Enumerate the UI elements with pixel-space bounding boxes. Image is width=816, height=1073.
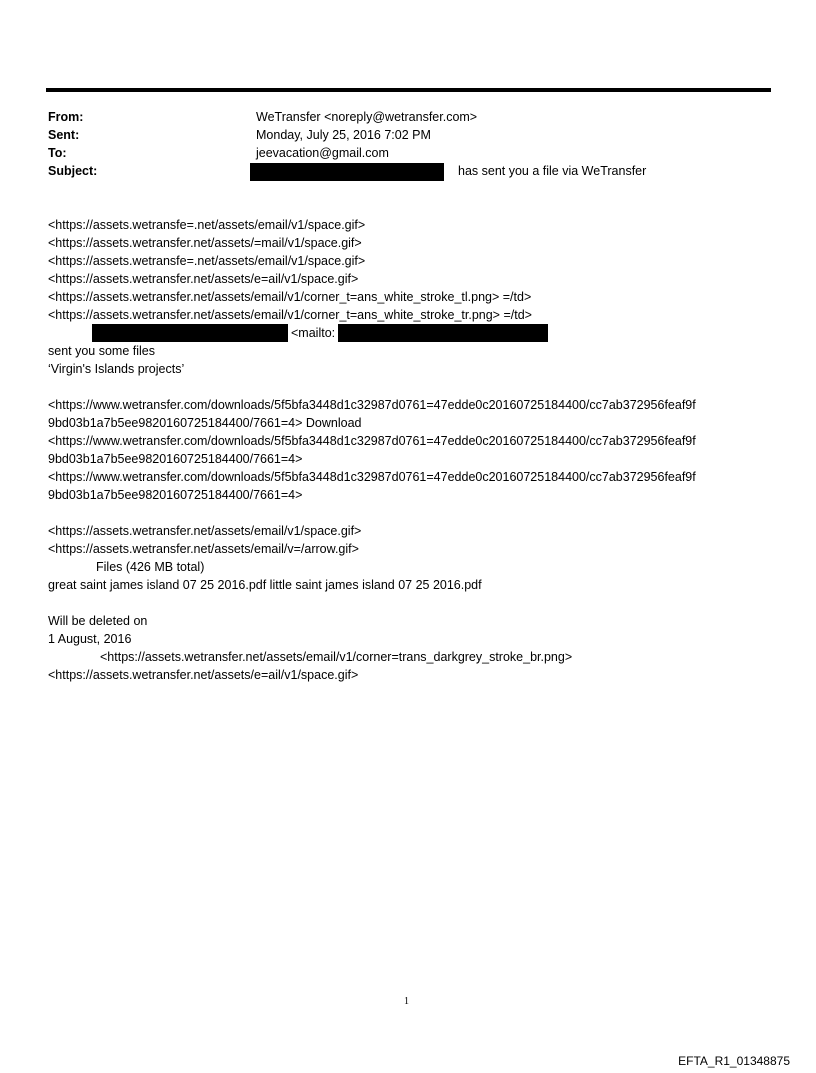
body-line-1: <https://assets.wetransfe=.net/assets/email/v1/space.gif> — [48, 218, 366, 232]
deletion-date: 1 August, 2016 — [48, 632, 132, 646]
body-line-22: <https://assets.wetransfer.net/assets/email/v1/corner=trans_darkgrey_stroke_br.png> — [100, 650, 573, 664]
file-names: great saint james island 07 25 2016.pdf little saint james island 07 25 2016.pdf — [48, 578, 482, 592]
project-title: ‘Virgin's Islands projects’ — [48, 362, 185, 376]
from-value: WeTransfer <noreply@wetransfer.com> — [256, 110, 478, 124]
body-line-3: <https://assets.wetransfe=.net/assets/email/v1/space.gif> — [48, 254, 366, 268]
sender-redaction — [92, 324, 288, 342]
deletion-notice: Will be deleted on — [48, 614, 148, 628]
body-line-4: <https://assets.wetransfer.net/assets/e=ail/v1/space.gif> — [48, 272, 359, 286]
subject-label: Subject: — [48, 164, 98, 178]
body-line-6: <https://assets.wetransfer.net/assets/email/v1/corner_t=ans_white_stroke_tr.png> =/td> — [48, 308, 532, 322]
to-value: jeevacation@gmail.com — [256, 146, 389, 160]
body-line-8: sent you some files — [48, 344, 155, 358]
body-line-5: <https://assets.wetransfer.net/assets/email/v1/corner_t=ans_white_stroke_tl.png> =/td> — [48, 290, 532, 304]
subject-value: has sent you a file via WeTransfer — [458, 164, 647, 178]
files-total: Files (426 MB total) — [96, 560, 205, 574]
mailto-text: <mailto: — [291, 326, 336, 340]
bates-number: EFTA_R1_01348875 — [678, 1054, 790, 1068]
sent-label: Sent: — [48, 128, 80, 142]
body-line-17: <https://assets.wetransfer.net/assets/email/v=/arrow.gif> — [48, 542, 359, 556]
body-line-2: <https://assets.wetransfer.net/assets/=mail/v1/space.gif> — [48, 236, 362, 250]
subject-redaction — [250, 163, 444, 181]
page-number: 1 — [404, 996, 409, 1007]
email-redaction — [338, 324, 548, 342]
download-link-1b: 9bd03b1a7b5ee9820160725184400/7661=4> Download — [48, 416, 362, 430]
header-rule — [46, 88, 771, 92]
from-label: From: — [48, 110, 84, 124]
download-link-3a: <https://www.wetransfer.com/downloads/5f5bfa3448d1c32987d0761=47edde0c20160725184400/cc7ab372956feaf9f — [48, 470, 696, 484]
to-label: To: — [48, 146, 67, 160]
download-link-2b: 9bd03b1a7b5ee9820160725184400/7661=4> — [48, 452, 303, 466]
download-link-3b: 9bd03b1a7b5ee9820160725184400/7661=4> — [48, 488, 303, 502]
body-line-23: <https://assets.wetransfer.net/assets/e=ail/v1/space.gif> — [48, 668, 359, 682]
download-link-1a: <https://www.wetransfer.com/downloads/5f5bfa3448d1c32987d0761=47edde0c20160725184400/cc7ab372956feaf9f — [48, 398, 696, 412]
download-link-2a: <https://www.wetransfer.com/downloads/5f5bfa3448d1c32987d0761=47edde0c20160725184400/cc7ab372956feaf9f — [48, 434, 696, 448]
body-line-16: <https://assets.wetransfer.net/assets/email/v1/space.gif> — [48, 524, 362, 538]
sent-value: Monday, July 25, 2016 7:02 PM — [256, 128, 431, 142]
